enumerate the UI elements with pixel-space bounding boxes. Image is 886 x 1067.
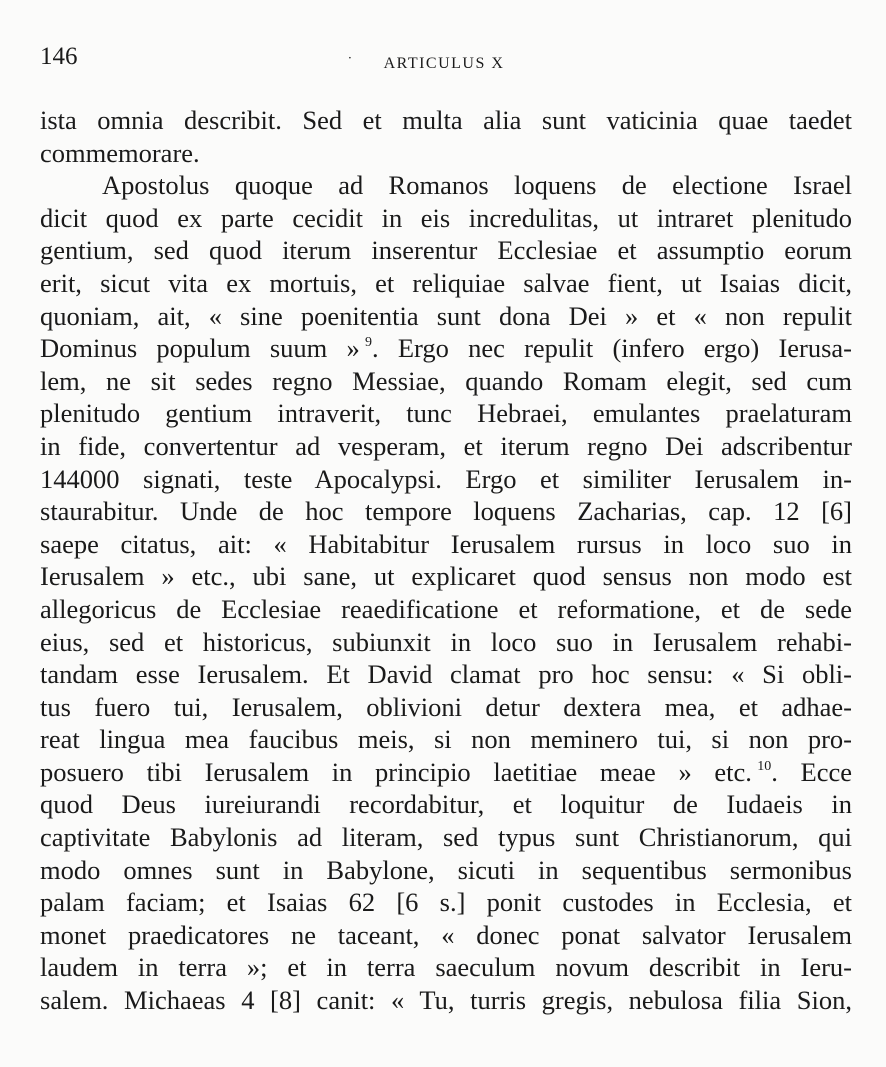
text-line: dicit quod ex parte cecidit in eis incredulitas, ut intraret plenitudo [40,202,852,233]
text-line: Ierusalem » etc., ubi sane, ut explicaret quod sensus non modo est [40,561,852,592]
text-line: Apostolus quoque ad Romanos loquens de electione Israel [102,170,852,201]
text-line [40,756,852,789]
text-line: allegoricus de Ecclesiae reaedificatione et reformatione, et de sede [40,593,852,624]
text-line: in fide, convertentur ad vesperam, et iterum regno Dei adscribentur [40,430,852,461]
text-line: erit, sicut vita ex mortuis, et reliquiae salvae fient, ut Isaias dicit, [40,267,852,298]
text-line: plenitudo gentium intraverit, tunc Hebraei, emulantes praelaturam [40,398,852,429]
text-line: saepe citatus, ait: « Habitabitur Ierusalem rursus in loco suo in [40,528,852,559]
paragraph [40,104,852,169]
text-segment: . Ergo nec repulit (infero ergo) Ierusa- [372,333,852,364]
text-line: modo omnes sunt in Babylone, sicuti in sequentibus sermonibus [40,854,852,885]
text-line: tus fuero tui, Ierusalem, oblivioni detur dextera mea, et adhae- [40,691,852,722]
text-line: palam faciam; et Isaias 62 [6 s.] ponit custodes in Ecclesia, et [40,887,852,918]
text-line: captivitate Babylonis ad literam, sed typus sunt Christianorum, qui [40,822,852,853]
text-line: commemorare. [40,137,200,168]
text-line: eius, sed et historicus, subiunxit in loco suo in Ierusalem rehabi- [40,626,852,657]
text-line [40,332,852,365]
body-text [40,104,852,1017]
text-segment: Dominus populum suum » [40,333,360,364]
text-line: 144000 signati, teste Apocalypsi. Ergo et similiter Ierusalem in- [40,463,852,494]
text-line: quoniam, ait, « sine poenitentia sunt dona Dei » et « non repulit [40,300,852,331]
text-line: quod Deus iureiurandi recordabitur, et loquitur de Iudaeis in [40,789,852,820]
page-number: 146 [40,43,78,70]
text-line: lem, ne sit sedes regno Messiae, quando Romam elegit, sed cum [40,365,852,396]
text-line: laudem in terra »; et in terra saeculum novum describit in Ieru- [40,952,852,983]
footnote-ref-9[interactable]: 9 [365,335,373,351]
page-header [40,40,848,80]
text-line: gentium, sed quod iterum inserentur Ecclesiae et assumptio eorum [40,235,852,266]
text-line: tandam esse Ierusalem. Et David clamat pro hoc sensu: « Si obli- [40,659,852,690]
text-line: ista omnia describit. Sed et multa alia sunt vaticinia quae taedet [40,105,852,135]
text-line: monet praedicatores ne taceant, « donec ponat salvator Ierusalem [40,919,852,950]
text-line: staurabitur. Unde de hoc tempore loquens Zacharias, cap. 12 [6] [40,496,852,527]
text-segment: . Ecce [771,756,852,787]
footnote-ref-10[interactable]: 10 [757,758,772,774]
text-segment: posuero tibi Ierusalem in principio laetitiae meae » etc. [40,756,752,787]
paragraph [40,169,852,1016]
header-dot-mark: · [348,51,352,65]
text-line: reat lingua mea faucibus meis, si non meminero tui, si non pro- [40,724,852,755]
running-head: ARTICULUS X [383,55,505,72]
text-line: salem. Michaeas 4 [8] canit: « Tu, turris gregis, nebulosa filia Sion, [40,985,852,1016]
